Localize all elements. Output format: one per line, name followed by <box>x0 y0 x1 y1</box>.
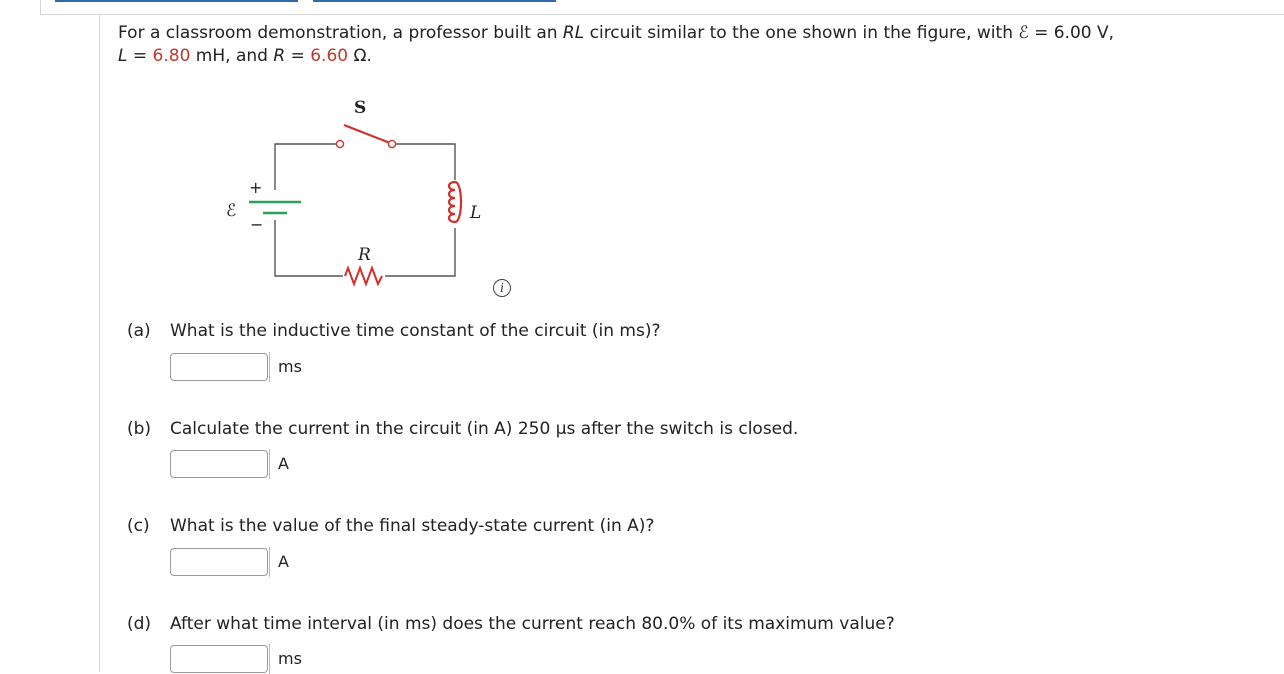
question-a <box>127 321 661 341</box>
intro-text-2: circuit similar to the one shown in the figure, with <box>584 23 1019 43</box>
answer-c-unit: A <box>269 547 289 577</box>
question-d-tag: (d) <box>127 614 152 634</box>
answer-a-input[interactable] <box>170 353 268 381</box>
problem-statement <box>118 22 1248 68</box>
rl-term: RL <box>562 23 585 43</box>
question-c <box>127 516 654 536</box>
intro-text: For a classroom demonstration, a professor built an <box>118 23 563 43</box>
outer-frame <box>40 0 1284 15</box>
answer-b-unit: A <box>269 449 289 479</box>
wire-right <box>382 144 455 276</box>
answer-b-input[interactable] <box>170 450 268 478</box>
answer-a-unit: ms <box>269 352 302 382</box>
resistor-label: R <box>358 245 371 265</box>
question-a-tag: (a) <box>127 321 151 341</box>
inductance-symbol: L <box>118 46 128 66</box>
equals-sign-2: = <box>285 46 311 66</box>
question-d-text: After what time interval (in ms) does the current reach 80.0% of its maximum value? <box>170 614 895 634</box>
question-c-tag: (c) <box>127 516 150 536</box>
switch-terminal-right <box>388 140 395 147</box>
inductance-value: 6.80 <box>152 46 191 66</box>
question-a-text: What is the inductive time constant of the circuit (in ms)? <box>170 321 661 341</box>
battery-emf-label: ℰ <box>226 201 237 221</box>
question-b-text: Calculate the current in the circuit (in A) 250 μs after the switch is closed. <box>170 419 799 439</box>
rl-circuit-diagram <box>220 90 500 290</box>
resistance-value: 6.60 <box>310 46 349 66</box>
switch-terminal-left <box>336 140 343 147</box>
tab-indicator-1 <box>55 0 298 2</box>
emf-symbol: ℰ <box>1018 23 1029 43</box>
question-c-text: What is the value of the final steady-state current (in A)? <box>170 516 655 536</box>
question-b-tag: (b) <box>127 419 152 439</box>
inductance-unit: mH, and <box>190 46 274 66</box>
info-icon[interactable]: i <box>493 279 511 297</box>
switch-label: S <box>354 98 367 118</box>
question-b <box>127 419 798 439</box>
switch-blade <box>344 125 390 143</box>
battery-minus-label: − <box>250 215 264 234</box>
resistance-unit: Ω. <box>348 46 372 66</box>
inductor-label: L <box>470 203 482 223</box>
resistance-symbol: R <box>273 46 286 66</box>
emf-value: = 6.00 V, <box>1028 23 1115 43</box>
tab-indicator-2 <box>313 0 556 2</box>
question-d <box>127 614 895 634</box>
battery-plus-label: + <box>249 178 263 197</box>
answer-d-unit: ms <box>269 644 302 674</box>
answer-d-input[interactable] <box>170 645 268 673</box>
answer-c-input[interactable] <box>170 548 268 576</box>
equals-sign: = <box>127 46 153 66</box>
